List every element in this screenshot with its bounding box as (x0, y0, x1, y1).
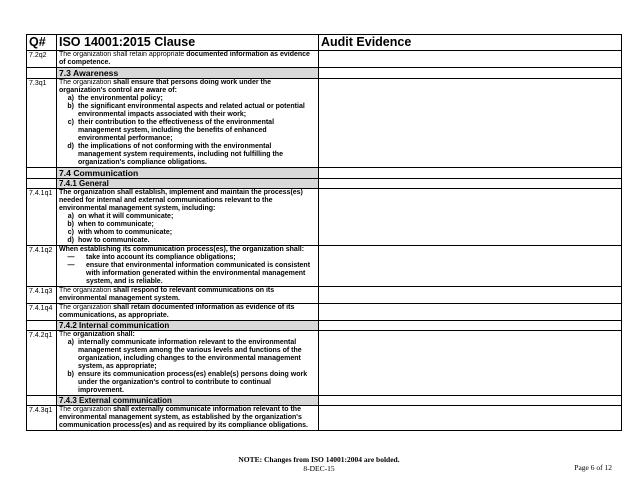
question-id: 7.4.2q1 (27, 331, 57, 396)
audit-checklist-table (26, 34, 622, 431)
section-row (27, 168, 622, 179)
clause-text-bold: shall ensure that persons doing work under the organization's control are aware of: (59, 79, 272, 94)
question-id: 7.3q1 (27, 79, 57, 168)
subsection-row (27, 321, 622, 331)
section-spacer (27, 396, 57, 406)
question-id: 7.4.3q1 (27, 406, 57, 431)
question-id: 7.4.1q1 (27, 189, 57, 246)
section-title: 7.3 Awareness (57, 68, 319, 79)
list-marker: b) (67, 221, 74, 228)
list-marker: c) (67, 119, 74, 126)
audit-evidence-cell[interactable] (319, 79, 622, 168)
list-marker: — (67, 254, 75, 261)
table-row (27, 189, 622, 246)
list-marker: c) (67, 229, 74, 236)
subsection-row (27, 396, 622, 406)
list-item (59, 237, 316, 245)
question-id: 7.4.1q2 (27, 246, 57, 287)
clause-text-bold: organization shall: (73, 331, 135, 338)
header-evidence: Audit Evidence (319, 35, 622, 51)
section-spacer (27, 321, 57, 331)
subsection-title: 7.4.1 General (57, 179, 319, 189)
clause-text-plain: The organization (59, 304, 114, 311)
table-row (27, 79, 622, 168)
list-item (59, 95, 316, 103)
list-text: take into account its compliance obligations; (86, 254, 236, 261)
subsection-row (27, 179, 622, 189)
section-spacer (319, 68, 622, 79)
clause-text-plain: The organization shall retain appropriate (59, 51, 187, 58)
list-text: with whom to communicate; (78, 229, 173, 236)
question-id: 7.2q2 (27, 51, 57, 68)
audit-evidence-cell[interactable] (319, 304, 622, 321)
subsection-title: 7.4.3 External communication (57, 396, 319, 406)
section-spacer (319, 321, 622, 331)
clause-text (57, 51, 319, 68)
list-item (59, 143, 316, 167)
section-spacer (319, 396, 622, 406)
clause-text (57, 406, 319, 431)
footer-note: NOTE: Changes from ISO 14001:2004 are bolded. (238, 455, 400, 464)
subsection-title: 7.4.2 Internal communication (57, 321, 319, 331)
clause-text (57, 189, 319, 246)
table-row (27, 287, 622, 304)
list-text: their contribution to the effectiveness of the environmental management system, including the benefits of enhanced environmental performance; (78, 119, 275, 142)
list-marker: b) (67, 103, 74, 110)
section-spacer (319, 179, 622, 189)
clause-text (57, 246, 319, 287)
list-text: internally communicate information relevant to the environmental management system among the various levels and functions of the organization, including changes to the environmental management system, as appropriate; (78, 339, 302, 370)
clause-text-bold: shall respond to relevant communications on its environmental management system. (59, 287, 275, 302)
audit-evidence-cell[interactable] (319, 51, 622, 68)
list-item (59, 213, 316, 221)
list-text: the environmental policy; (78, 95, 163, 102)
clause-text-plain: The (59, 331, 74, 338)
list-item (59, 371, 316, 395)
question-id: 7.4.1q4 (27, 304, 57, 321)
clause-text (57, 304, 319, 321)
list-marker: d) (67, 143, 74, 150)
table-row (27, 51, 622, 68)
list-marker: b) (67, 371, 74, 378)
table-row (27, 304, 622, 321)
list-marker: — (67, 262, 75, 269)
clause-text (57, 79, 319, 168)
list-item (59, 221, 316, 229)
clause-text-plain: The organization (59, 287, 114, 294)
list-marker: a) (67, 339, 74, 346)
clause-text-plain: The organization (59, 79, 114, 86)
clause-text-bold: documented information as evidence of competence. (59, 51, 310, 66)
list-item (59, 119, 316, 143)
clause-text-bold: shall retain documented information as evidence of its communications, as appropriate. (59, 304, 295, 319)
audit-evidence-cell[interactable] (319, 406, 622, 431)
clause-text (57, 287, 319, 304)
list-item (59, 229, 316, 237)
header-q: Q# (27, 35, 57, 51)
question-id: 7.4.1q3 (27, 287, 57, 304)
table-row (27, 331, 622, 396)
audit-evidence-cell[interactable] (319, 331, 622, 396)
list-marker: d) (67, 237, 74, 244)
list-text: the implications of not conforming with the environmental management system requirements, including not fulfilling the organization's compliance obligations. (78, 143, 283, 166)
clause-text-bold: shall externally communicate information relevant to the environmental management system, as established by the organization's communication process(es) and as required by its compliance obligations. (59, 406, 308, 429)
section-title: 7.4 Communication (57, 168, 319, 179)
clause-text-bold: When establishing its communication process(es), the organization shall: (59, 246, 305, 253)
section-row (27, 68, 622, 79)
clause-text-plain: The organization (59, 406, 114, 413)
list-text: ensure that environmental information communicated is consistent with information generated within the environmental management system, and is reliable. (86, 262, 311, 285)
clause-text (57, 331, 319, 396)
section-spacer (27, 168, 57, 179)
table-row (27, 246, 622, 287)
section-spacer (319, 168, 622, 179)
list-text: on what it will communicate; (78, 213, 174, 220)
clause-text-bold: The organization shall establish, implement and maintain the process(es) needed for internal and external communications relevant to the environmental management system, including: (59, 189, 303, 212)
list-marker: a) (67, 213, 74, 220)
audit-evidence-cell[interactable] (319, 189, 622, 246)
page-number: Page 6 of 12 (574, 463, 612, 472)
list-item (59, 254, 316, 262)
audit-evidence-cell[interactable] (319, 246, 622, 287)
list-text: when to communicate; (78, 221, 154, 228)
footer-date: 8-DEC-15 (303, 464, 335, 473)
list-text: how to communicate. (78, 237, 150, 244)
list-item (59, 262, 316, 286)
audit-evidence-cell[interactable] (319, 287, 622, 304)
table-header-row (27, 35, 622, 51)
list-text: the significant environmental aspects and related actual or potential environmental impacts associated with their work; (78, 103, 305, 118)
header-clause: ISO 14001:2015 Clause (57, 35, 319, 51)
list-marker: a) (67, 95, 74, 102)
list-item (59, 339, 316, 371)
section-spacer (27, 179, 57, 189)
list-text: ensure its communication process(es) enable(s) persons doing work under the organization's control to contribute to continual improvement. (78, 371, 308, 394)
section-spacer (27, 68, 57, 79)
list-item (59, 103, 316, 119)
table-row (27, 406, 622, 431)
